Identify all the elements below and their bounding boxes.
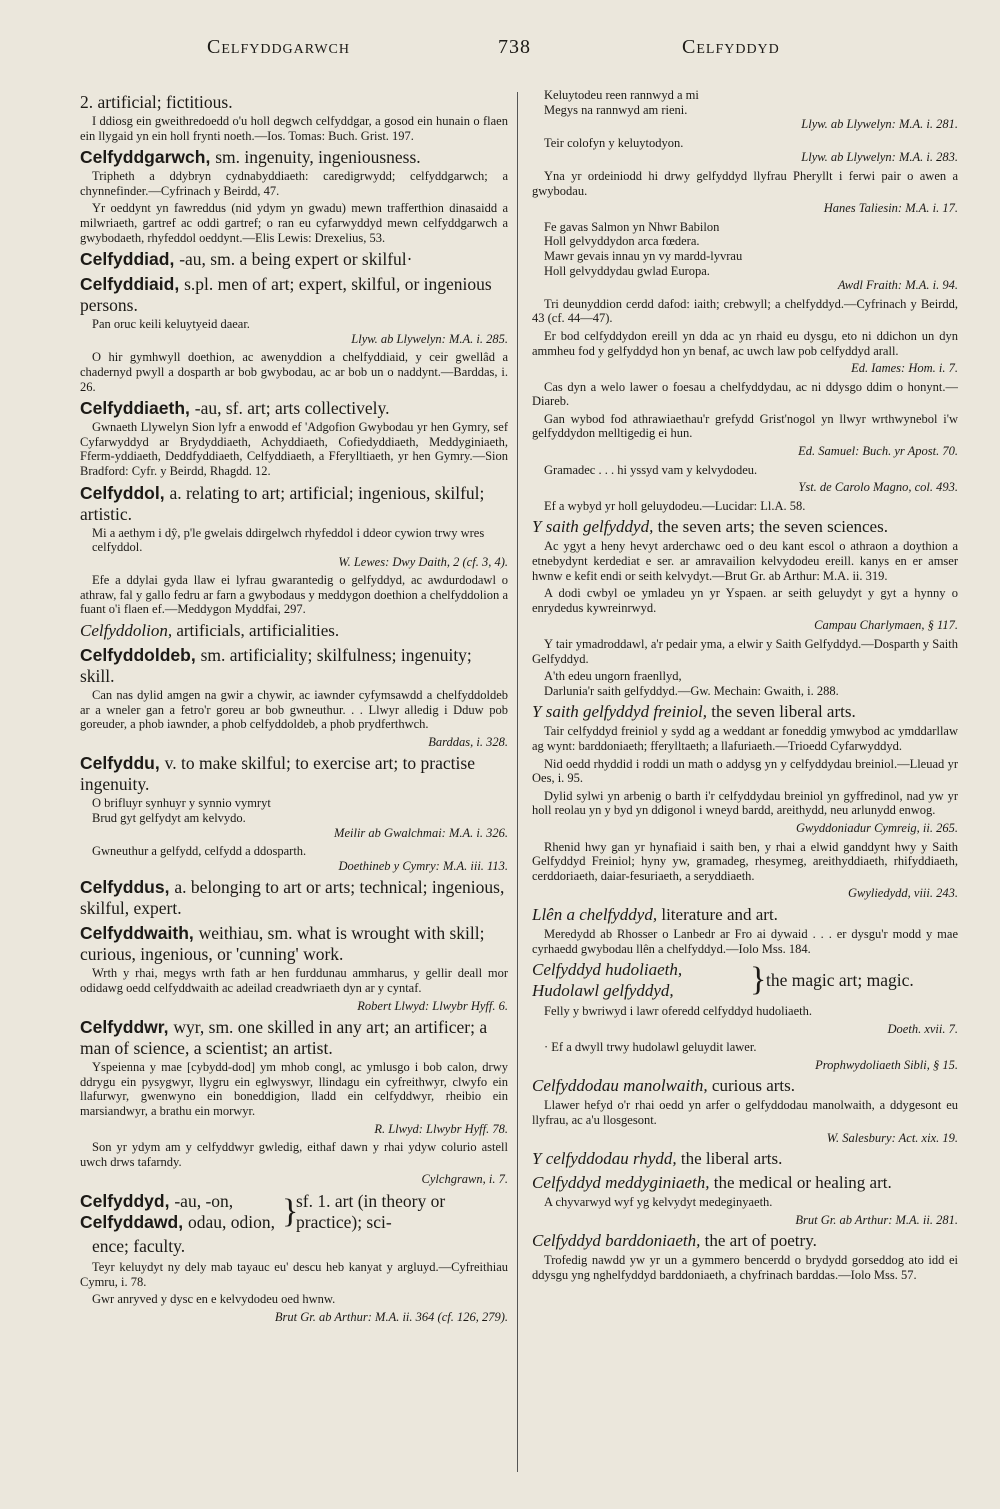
subheadword: Y saith gelfyddyd, bbox=[532, 517, 654, 537]
dictionary-entry bbox=[80, 274, 508, 316]
subheadword: Celfyddolion, bbox=[80, 621, 173, 641]
quotation: Gwr anryved y dysc en e kelvydodeu oed hwnw. bbox=[92, 1292, 336, 1307]
left-column bbox=[80, 88, 508, 1488]
brace: } bbox=[282, 1192, 299, 1230]
headword: Celfyddiaid, bbox=[80, 274, 180, 295]
header-left-guide-word: Celfyddgarwch bbox=[207, 36, 351, 58]
headword: Celfyddwr, bbox=[80, 1017, 169, 1038]
quotation: Wrth y rhai, megys wrth fath ar hen furddunau ammharus, y gellir deall mor odidawg oedd celfyddwaith ac adeilad creadwriaeth dyn ar y cyntaf. bbox=[80, 966, 508, 995]
citation: Llyw. ab Llywelyn: M.A. i. 281. bbox=[801, 117, 958, 132]
definition: the liberal arts. bbox=[680, 1149, 783, 1169]
quotation: Tri deunyddion cerdd dafod: iaith; crebwyll; a chelfyddyd.—Cyfrinach y Beirdd, 43 (cf. 44—47). bbox=[532, 296, 958, 326]
definition: v. to make skilful; to exercise art; to practise ingenuity. bbox=[80, 753, 475, 795]
headword: Celfyddol, bbox=[80, 482, 165, 503]
citation: Yst. de Carolo Magno, col. 493. bbox=[798, 480, 958, 495]
running-header bbox=[80, 36, 1000, 66]
verse-line: Darlunia'r saith gelfyddyd.—Gw. Mechain: Gwaith, i. 288. bbox=[544, 683, 839, 698]
quotation: Tair celfyddyd freiniol y sydd ag a weddant ar foneddig ymwybod ac ymddarllaw ag wynt: barddoniaeth; fferylltaeth; a llafuriaeth.—Trioedd Cyfarwyddyd. bbox=[532, 724, 958, 753]
headword: Celfyddu, bbox=[80, 753, 160, 774]
verse-line: Holl gelvyddydau gwlad Europa. bbox=[544, 263, 710, 278]
quotation: Dylid sylwi yn arbenig o barth i'r celfyddydau breiniol yn gyffredinol, nad yw yr holl reolau yn y byd yn ddigonol i wneyd bardd, areithydd, neu arlunydd enwog. bbox=[532, 788, 958, 818]
verse-line: Fe gavas Salmon yn Nhwr Babilon bbox=[544, 219, 720, 234]
quotation: Felly y bwriwyd i lawr oferedd celfyddyd hudoliaeth. bbox=[544, 1004, 812, 1019]
sense-definition: 2. artificial; fictitious. bbox=[80, 92, 233, 112]
headword: Celfyddiad, bbox=[80, 249, 175, 270]
citation: Cylchgrawn, i. 7. bbox=[421, 1172, 508, 1187]
definition: the magic art; magic. bbox=[766, 969, 914, 990]
dictionary-entry bbox=[80, 147, 508, 168]
quotation: Yspeienna y mae [cybydd-dod] ym mhob congl, ac ymlusgo i bob calon, drwy ddrygu ein pysygwyr, llygru ein eglwyswyr, llindagu ein cyfreithwyr, clwyfo ein llafurwyr, gwenwyno ein boneddigion, lladd ein celfyddwyr, rheibio ein marsiandwyr, a brathu ein morwyr. bbox=[80, 1060, 508, 1118]
citation: W. Lewes: Dwy Daith, 2 (cf. 3, 4). bbox=[338, 554, 508, 569]
quotation: A dodi cwbyl oe ymladeu yn yr Yspaen. ar seith geluydyt y gyt a hynny o enrydedus kywreinrwyd. bbox=[532, 586, 958, 615]
subheadword: Hudolawl gelfyddyd, bbox=[532, 981, 674, 1001]
subentry bbox=[532, 1231, 958, 1251]
citation: Barddas, i. 328. bbox=[428, 734, 508, 749]
headword: Celfyddgarwch, bbox=[80, 147, 211, 168]
verse-line: Teir colofyn y keluytodyon. bbox=[544, 135, 684, 150]
quotation: Y tair ymadroddawl, a'r pedair yma, a elwir y Saith Gelfyddyd.—Dosparth y Saith Gelfyddyd. bbox=[532, 637, 958, 666]
headword: Celfyddwaith, bbox=[80, 923, 194, 944]
quotation: Can nas dylid amgen na gwir a chywir, ac iawnder cyfymsawdd a chelfyddoldeb ar a wneler gan a fetro'r goreu ar bob gwneuthur. . . Llwyr alledig i Dduw pob goreuder, a phob iawnder, a phob celfyddoldeb, a phob prydferthwch. bbox=[80, 688, 508, 732]
dictionary-entry bbox=[80, 923, 508, 965]
dictionary-entry bbox=[80, 753, 508, 795]
definition: the seven liberal arts. bbox=[711, 702, 856, 722]
citation: Ed. Samuel: Buch. yr Apost. 70. bbox=[798, 444, 958, 459]
definition: sf. 1. art (in theory or practice); sci- bbox=[296, 1190, 446, 1232]
headword: Celfyddoldeb, bbox=[80, 645, 196, 666]
verse-line: Holl gelvyddydon arca fœdera. bbox=[544, 234, 700, 249]
citation: Meilir ab Gwalchmai: M.A. i. 326. bbox=[334, 825, 508, 840]
citation: R. Llwyd: Llwybr Hyff. 78. bbox=[374, 1121, 508, 1136]
subheadword: Y celfyddodau rhydd, bbox=[532, 1149, 677, 1169]
definition: sm. ingenuity, ingeniousness. bbox=[215, 147, 421, 168]
subentry bbox=[532, 1076, 958, 1096]
quotation: O hir gymhwyll doethion, ac awenyddion a chelfyddiaid, y ceir gwellâd a chadernyd pwyll a dosparth ar bob gwybodau, ac ar bob un o naddynt.—Barddas, i. 26. bbox=[80, 350, 508, 394]
headword-inflection: -au, -on, bbox=[174, 1190, 234, 1211]
citation: Doethineb y Cymry: M.A. iii. 113. bbox=[338, 858, 508, 873]
definition: wyr, sm. one skilled in any art; an artificer; a man of science, a scientist; an artist. bbox=[80, 1017, 488, 1059]
quotation: Trofedig nawdd yw yr un a gymmero bencerdd o brydydd gorseddog ato idd ei ddysgu yng nghelfyddyd barddoniaeth, a chyfrinach barddas.—Iolo Mss. 57. bbox=[532, 1253, 958, 1283]
definition: curious arts. bbox=[711, 1076, 796, 1096]
verse-line: Megys na rannwyd am rieni. bbox=[544, 102, 688, 117]
dictionary-entry bbox=[80, 249, 508, 270]
citation: Llyw. ab Llywelyn: M.A. i. 283. bbox=[801, 150, 958, 165]
verse-line: Gwneuthur a gelfydd, celfydd a ddosparth. bbox=[92, 844, 307, 859]
quotation: Rhenid hwy gan yr hynafiaid i saith ben, y rhai a elwid ganddynt hwy y Saith Gelfyddyd Freiniol; hyny yw, gramadeg, rhesymeg, areithyddiaeth, rhifyddiaeth, cerddoriaeth, daiar-fesuriaeth, a seryddiaeth. bbox=[532, 839, 958, 883]
quotation: Ef a wybyd yr holl geluydodeu.—Lucidar: Ll.A. 58. bbox=[544, 498, 806, 513]
subheadword: Celfyddyd hudoliaeth, bbox=[532, 960, 683, 980]
definition: -au, sf. art; arts collectively. bbox=[194, 398, 390, 419]
definition: the seven arts; the seven sciences. bbox=[657, 517, 888, 537]
quotation: Nid oedd rhyddid i roddi un math o addysg yn y celfyddydau breiniol.—Lleuad yr Oes, i. 95. bbox=[532, 756, 958, 786]
subentry bbox=[532, 1149, 958, 1169]
headword: Celfyddawd, bbox=[80, 1211, 184, 1232]
citation: Ed. Iames: Hom. i. 7. bbox=[851, 361, 958, 376]
dictionary-entry bbox=[80, 483, 508, 525]
verse-line: Pan oruc keili keluytyeid daear. bbox=[92, 317, 250, 332]
citation: Brut Gr. ab Arthur: M.A. ii. 364 (cf. 126, 279). bbox=[274, 1309, 508, 1324]
subheadword: Celfyddyd meddyginiaeth, bbox=[532, 1173, 710, 1193]
quotation: A chyvarwyd wyf yg kelvydyt medeginyaeth. bbox=[544, 1195, 773, 1210]
quotation: Ac ygyt a heny hevyt arderchawc oed o deu kant escol o athraon a doythion a etnebydynt kerdediat e ser. ar amravailion kelvydodeu ereill. kanys en er amser hwnw e kefit endi or seith kelvydyt.—Brut Gr. ab Arthur: M.A. ii. 319. bbox=[532, 539, 958, 583]
quotation: Yna yr ordeiniodd hi drwy gelfyddyd llyfrau Pheryllt i ferwi pair o awen a gwybodau. bbox=[532, 168, 958, 198]
definition: s.pl. men of art; expert, skilful, or ingenious persons. bbox=[80, 274, 492, 316]
quotation: Tripheth a ddybryn cydnabyddiaeth: caredigrwydd; celfyddgarwch; a chynnefinder.—Cyfrinach y Beirdd, 47. bbox=[80, 169, 508, 198]
right-column bbox=[532, 88, 958, 1488]
definition: the medical or healing art. bbox=[713, 1173, 892, 1193]
headword: Celfyddiaeth, bbox=[80, 398, 190, 419]
headword-inflection: odau, odion, bbox=[187, 1211, 275, 1232]
citation: Gwyddoniadur Cymreig, ii. 265. bbox=[795, 820, 958, 835]
quotation: Gan wybod fod athrawiaethau'r grefydd Grist'nogol yn llwyr wrthwynebol i'w gelfyddydon melltigedig ei hun. bbox=[532, 411, 958, 441]
column-divider bbox=[517, 92, 518, 1472]
citation: Robert Llwyd: Llwybr Hyff. 6. bbox=[357, 998, 508, 1013]
subheadword: Llên a chelfyddyd, bbox=[532, 904, 658, 924]
definition: literature and art. bbox=[661, 904, 778, 924]
citation: Gwyliedydd, viii. 243. bbox=[847, 886, 958, 901]
headword-pair-hudoliaeth bbox=[532, 959, 958, 1001]
subentry bbox=[80, 621, 508, 641]
definition: a. relating to art; artificial; ingenious, skilful; artistic. bbox=[80, 482, 485, 524]
verse-line: Brud gyt gelfydyt am kelvydo. bbox=[92, 811, 246, 826]
definition: artificials, artificialities. bbox=[176, 621, 340, 641]
headword-pair-celfyddyd bbox=[80, 1191, 508, 1233]
quotation: Gramadec . . . hi yssyd vam y kelvydodeu. bbox=[544, 462, 758, 477]
citation: Doeth. xvii. 7. bbox=[887, 1021, 958, 1036]
subentry bbox=[532, 1173, 958, 1193]
quotation: Efe a ddylai gyda llaw ei lyfrau gwarantedig o gelfyddyd, ac awdurdodawl o athraw, fal y gallo fedru ar farn a gwybodaus y meddygon doethion a chelfyddolion a fuant o'i flaen ef.—Meddygon Myddfai, 297. bbox=[80, 573, 508, 617]
definition: the art of poetry. bbox=[704, 1231, 817, 1251]
verse-line: A'th edeu ungorn fraenllyd, bbox=[544, 669, 682, 684]
headword: Celfyddus, bbox=[80, 877, 170, 898]
citation: W. Salesbury: Act. xix. 19. bbox=[826, 1130, 958, 1145]
quotation: Teyr keluydyt ny dely mab tayauc eu' descu heb kanyat y argluyd.—Cyfreithiau Cymru, i. 78. bbox=[80, 1259, 508, 1289]
verse-line: Mawr gevais innau yn vy mardd-lyvrau bbox=[544, 248, 743, 263]
verse-line: Mi a aethym i dŷ, p'le gwelais ddirgelwch rhyfeddol i ddeor cywion trwy wres celfyddol. bbox=[92, 525, 485, 555]
quotation: I ddiosg ein gweithredoedd o'u holl degwch celfyddgar, a gosod ein hunain o flaen ein llygaid yn ein holl frynti noeth.—Ios. Tomas: Buch. Grist. 197. bbox=[80, 114, 508, 143]
quotation: Llawer hefyd o'r rhai oedd yn arfer o gelfyddodau manolwaith, a ddygesont eu llyfrau, ac a'u llosgesont. bbox=[532, 1098, 958, 1128]
citation: Hanes Taliesin: M.A. i. 17. bbox=[823, 201, 958, 216]
dictionary-entry bbox=[80, 398, 508, 419]
page-number: 738 bbox=[498, 36, 531, 58]
subentry bbox=[532, 702, 958, 722]
definition: a. belonging to art or arts; technical; ingenious, skilful, expert. bbox=[80, 877, 505, 919]
quotation: · Ef a dwyll trwy hudolawl geluydit lawer. bbox=[544, 1040, 757, 1055]
quotation: Yr oeddynt yn fawreddus (nid ydym yn gwadu) mewn trafferthion dinasaidd a milwriaeth, gartref ac oddi gartref; o ran eu cyfarwyddyd mewn celfyddgarwch a gwybodaeth, rhyfeddol oeddynt.—Elis Lewis: Drexelius, 53. bbox=[80, 201, 508, 245]
citation: Prophwydoliaeth Sibli, § 15. bbox=[815, 1057, 958, 1072]
definition: weithiau, sm. what is wrought with skill; curious, ingenious, or 'cunning' work. bbox=[80, 923, 485, 965]
quotation: Er bod celfyddydon ereill yn dda ac yn rhaid eu dysgu, eto ni ddichon un dyn ammheu fod y gelfyddyd hon yn benaf, ac uwch law pob celfyddyd arall. bbox=[532, 328, 958, 358]
verse-line: Keluytodeu reen rannwyd a mi bbox=[544, 88, 699, 102]
dictionary-entry bbox=[80, 1017, 508, 1059]
citation: Brut Gr. ab Arthur: M.A. ii. 281. bbox=[795, 1212, 958, 1227]
citation: Campau Charlymaen, § 117. bbox=[814, 618, 958, 633]
brace: } bbox=[750, 961, 767, 999]
citation: Awdl Fraith: M.A. i. 94. bbox=[837, 278, 958, 293]
verse-line: O brifluyr synhuyr y synnio vymryt bbox=[92, 796, 271, 811]
definition-continued: ence; faculty. bbox=[92, 1235, 186, 1256]
dictionary-entry bbox=[80, 645, 508, 687]
subheadword: Celfyddyd barddoniaeth, bbox=[532, 1231, 701, 1251]
subheadword: Celfyddodau manolwaith, bbox=[532, 1076, 708, 1096]
subentry bbox=[532, 905, 958, 925]
citation: Llyw. ab Llywelyn: M.A. i. 285. bbox=[351, 331, 508, 346]
definition: sm. artificiality; skilfulness; ingenuity; skill. bbox=[80, 645, 472, 687]
quotation: Cas dyn a welo lawer o foesau a chelfyddydau, ac ni ddysgo ddim o honynt.—Diareb. bbox=[532, 379, 958, 409]
dictionary-entry bbox=[80, 877, 508, 919]
quotation: Son yr ydym am y celfyddwyr gwledig, eithaf dawn y rhai ydyw colurio astell uwch drws tafarndy. bbox=[80, 1140, 508, 1169]
headword: Celfyddyd, bbox=[80, 1190, 170, 1211]
quotation: Gwnaeth Llywelyn Sion lyfr a enwodd ef 'Adgofion Gwybodau yr hen Gymry, sef Cyfarwyddyd ar Brydyddiaeth, Achyddiaeth, Cofiedyddiaeth, Meddyginiaeth, Fferm-yddiaeth, Deddfyddiaeth, Celfyddiaeth, a Fferylltiaeth, yr hen Gymry.—Sion Bradford: Cyfr. y Beirdd, Rhagdd. 12. bbox=[80, 420, 508, 478]
subentry bbox=[532, 517, 958, 537]
quotation: Meredydd ab Rhosser o Lanbedr ar Fro ai dywaid . . . er dysgu'r modd y mae cyrhaedd gwybodau llên a chelfyddyd.—Iolo Mss. 184. bbox=[532, 926, 958, 956]
subheadword: Y saith gelfyddyd freiniol, bbox=[532, 702, 708, 722]
definition: -au, sm. a being expert or skilful· bbox=[179, 249, 413, 270]
header-right-guide-word: Celfyddyd bbox=[682, 36, 780, 58]
